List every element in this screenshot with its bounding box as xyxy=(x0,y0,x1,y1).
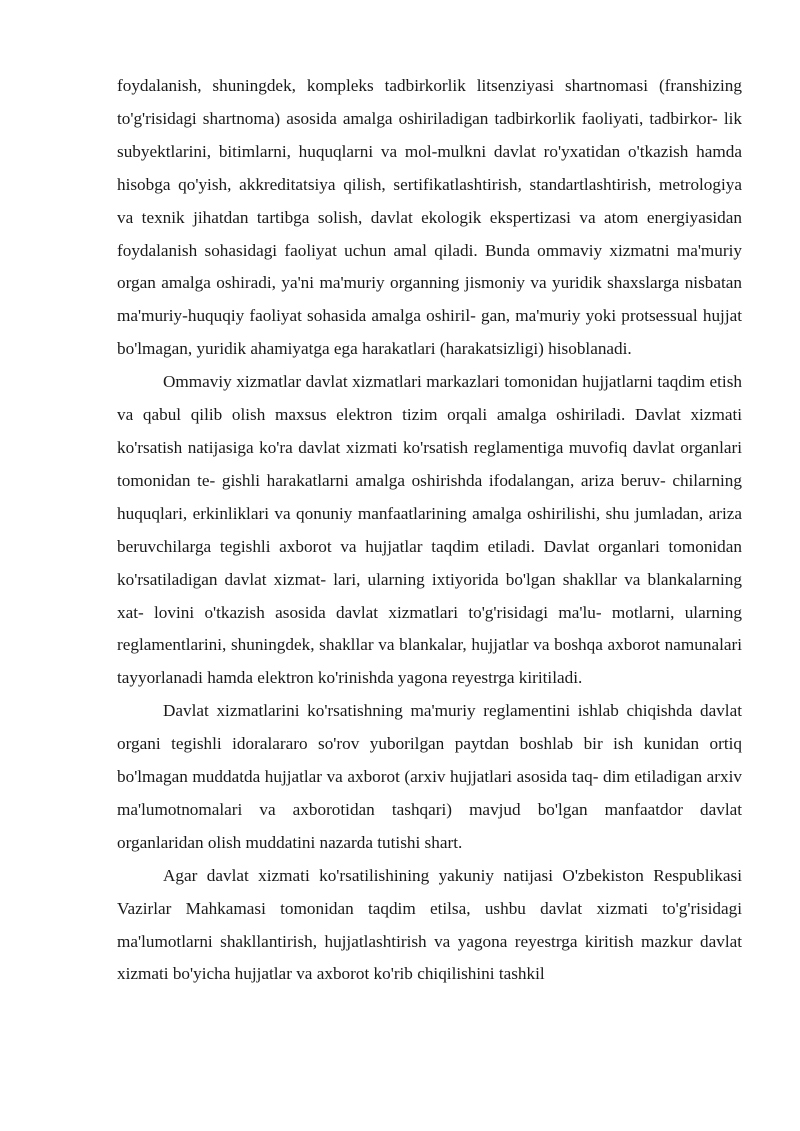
paragraph-3: Davlat xizmatlarini ko'rsatishning ma'muriy reglamentini ishlab chiqishda davlat organi tegishli idoralararo so'rov yuborilgan paytdan boshlab bir ish kunidan ortiq bo'lmagan muddatda hujjatlar va axborot (arxiv hujjatlari asosida taq- dim etiladigan arxiv ma'lumotnomalari va axborotidan tashqari) mavjud bo'lgan manfaatdor davlat organlaridan olish muddatini nazarda tutishi shart. xyxy=(117,701,742,852)
document-page xyxy=(117,70,742,991)
paragraph-2: Ommaviy xizmatlar davlat xizmatlari markazlari tomonidan hujjatlarni taqdim etish va qabul qilib olish maxsus elektron tizim orqali amalga oshiriladi. Davlat xizmati ko'rsatish natijasiga ko'ra davlat xizmati ko'rsatish reglamentiga muvofiq davlat organlari tomonidan te- gishli harakatlarni amalga oshirishda ifodalangan, ariza beruv- chilarning huquqlari, erkinliklari va qonuniy manfaatlarining amalga oshirilishi, shu jumladan, ariza beruvchilarga tegishli axborot va hujjatlar taqdim etiladi. Davlat organlari tomonidan ko'rsatiladigan davlat xizmat- lari, ularning ixtiyorida bo'lgan shakllar va blankalarning xat- lovini o'tkazish asosida davlat xizmatlari to'g'risidagi ma'lu- motlarni, ularning reglamentlarini, shuningdek, shakllar va blankalar, hujjatlar va boshqa axborot namunalari tayyorlanadi hamda elektron ko'rinishda yagona reyestrga kiritiladi. xyxy=(117,372,742,688)
paragraph-4: Agar davlat xizmati ko'rsatilishining yakuniy natijasi O'zbekiston Respublikasi Vazirlar Mahkamasi tomonidan taqdim etilsa, ushbu davlat xizmati to'g'risidagi ma'lumotlarni shakllantirish, hujjatlashtirish va yagona reyestrga kiritish mazkur davlat xizmati bo'yicha hujjatlar va axborot ko'rib chiqilishini tashkil xyxy=(117,865,742,984)
paragraph-1: foydalanish, shuningdek, kompleks tadbirkorlik litsenziyasi shartnomasi (franshizing to'g'risidagi shartnoma) asosida amalga oshiriladigan tadbirkorlik faoliyati, tadbirkor- lik subyektlarini, bitimlarni, huquqlarni va mol-mulkni davlat ro'yxatidan o'tkazish hamda hisobga qo'yish, akkreditatsiya qilish, sertifikatlashtirish, standartlashtirish, metrologiya va texnik jihatdan tartibga solish, davlat ekologik ekspertizasi va atom energiyasidan foydalanish sohasidagi faoliyat uchun amal qiladi. Bunda ommaviy xizmatni ma'muriy organ amalga oshiradi, ya'ni ma'muriy organning jismoniy va yuridik shaxslarga nisbatan ma'muriy-huquqiy faoliyat sohasida amalga oshiril- gan, ma'muriy yoki protsessual hujjat bo'lmagan, yuridik ahamiyatga ega harakatlari (harakatsizligi) hisoblanadi. xyxy=(117,76,742,359)
